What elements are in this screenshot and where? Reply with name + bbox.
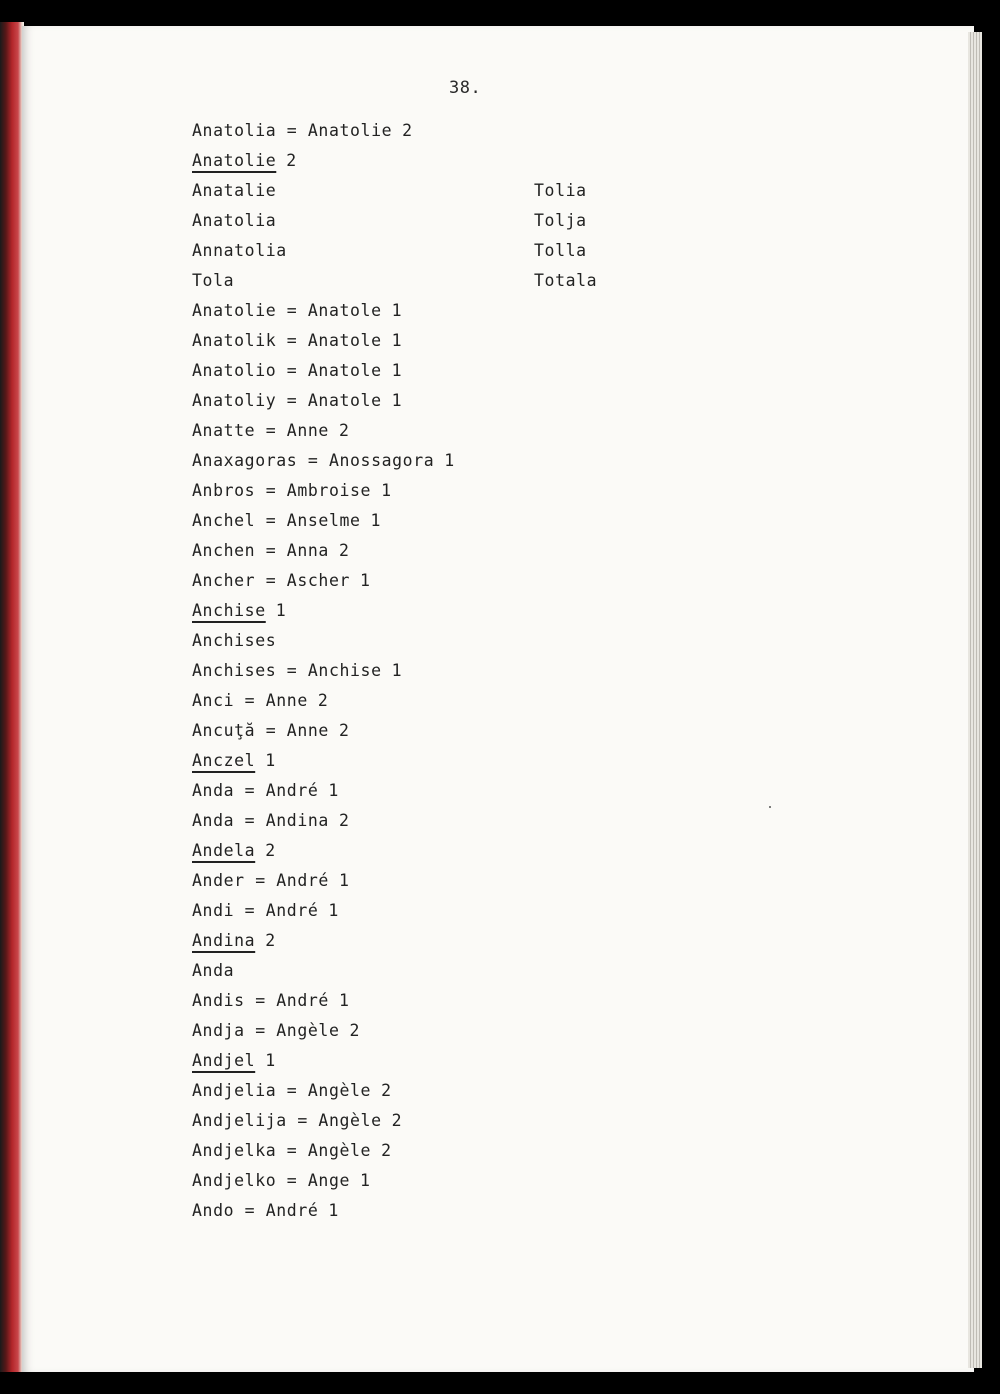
name-entry xyxy=(192,476,455,506)
entry-text: Andja = Angèle xyxy=(192,1021,340,1040)
name-entry xyxy=(192,1136,455,1166)
entry-text: Anchen = Anna xyxy=(192,541,329,560)
entry-count: 2 xyxy=(381,1081,392,1100)
headword-underlined: Andjel xyxy=(192,1051,256,1070)
entry-count: 1 xyxy=(444,451,455,470)
entry-count: 2 xyxy=(338,811,350,830)
paper-speck xyxy=(769,806,771,808)
name-entry xyxy=(192,1106,455,1136)
entry-text: Anchel = Anselme xyxy=(192,511,361,530)
entry-count: 1 xyxy=(338,991,350,1010)
entry-text: Anchises xyxy=(192,631,277,650)
entry-count: 2 xyxy=(402,121,413,140)
entry-count: 1 xyxy=(360,571,371,590)
name-entry xyxy=(192,566,455,596)
entry-count: 1 xyxy=(275,601,287,620)
variant-name: Tolja xyxy=(534,211,587,230)
entry-count: 2 xyxy=(338,721,350,740)
entry-text: Anchises = Anchise xyxy=(192,661,382,680)
entry-text: Anatte = Anne xyxy=(192,421,329,440)
name-entry xyxy=(192,116,455,146)
name-entry xyxy=(192,386,455,416)
name-entry xyxy=(192,446,455,476)
name-entry xyxy=(192,626,455,656)
entry-text: Anci = Anne xyxy=(192,691,308,710)
entry-count: 1 xyxy=(338,871,350,890)
name-entry xyxy=(192,536,455,566)
entry-text: Anbros = Ambroise xyxy=(192,481,372,500)
name-entry xyxy=(192,356,455,386)
entry-count: 1 xyxy=(265,751,276,770)
entry-text: Anda = André xyxy=(192,781,319,800)
entry-text: Anatoliy = Anatole xyxy=(192,391,382,410)
name-entry xyxy=(192,146,455,176)
entry-text: Ancher = Ascher xyxy=(192,571,351,590)
entry-text: Anda = Andina xyxy=(192,811,329,830)
name-entry xyxy=(192,206,455,236)
name-entry xyxy=(192,956,455,986)
entry-text: Anatolie = Anatole xyxy=(192,301,382,320)
entry-text: Anatolia xyxy=(192,211,277,230)
name-entry xyxy=(192,326,455,356)
name-entry xyxy=(192,926,455,956)
name-entry xyxy=(192,506,455,536)
name-entry-list xyxy=(192,116,455,1226)
entry-count: 2 xyxy=(265,841,276,860)
name-entry xyxy=(192,236,455,266)
headword-underlined: Andela xyxy=(192,841,256,860)
name-entry xyxy=(192,986,455,1016)
entry-count: 1 xyxy=(360,1171,371,1190)
name-entry xyxy=(192,596,455,626)
page-stack-edge xyxy=(968,32,982,1368)
name-entry xyxy=(192,1076,455,1106)
entry-text: Andjelka = Angèle xyxy=(192,1141,372,1160)
name-entry xyxy=(192,806,455,836)
variant-list xyxy=(534,176,597,296)
entry-text: Andjelia = Angèle xyxy=(192,1081,372,1100)
document-page xyxy=(22,26,974,1372)
entry-count: 1 xyxy=(391,661,403,680)
page-number: 38. xyxy=(449,78,482,98)
entry-text: Andjelija = Angèle xyxy=(192,1111,382,1130)
entry-text: Annatolia xyxy=(192,241,287,260)
entry-count: 2 xyxy=(349,1021,361,1040)
entry-count: 1 xyxy=(370,511,382,530)
entry-count: 1 xyxy=(391,301,403,320)
variant-name: Totala xyxy=(534,271,598,290)
name-entry xyxy=(192,1046,455,1076)
name-entry xyxy=(192,296,455,326)
entry-text: Ando = André xyxy=(192,1201,319,1220)
entry-count: 1 xyxy=(328,901,339,920)
entry-text: Ancuţă = Anne xyxy=(192,721,329,740)
entry-count: 2 xyxy=(381,1141,392,1160)
entry-count: 1 xyxy=(328,781,339,800)
entry-text: Tola xyxy=(192,271,235,290)
entry-count: 2 xyxy=(317,691,329,710)
headword-underlined: Anatolie xyxy=(192,151,277,170)
name-entry xyxy=(192,1166,455,1196)
entry-count: 1 xyxy=(381,481,392,500)
entry-count: 1 xyxy=(265,1051,276,1070)
headword-underlined: Anchise xyxy=(192,601,266,620)
entry-text: Anaxagoras = Anossagora xyxy=(192,451,435,470)
name-entry xyxy=(192,746,455,776)
name-entry xyxy=(192,176,455,206)
entry-count: 2 xyxy=(391,1111,403,1130)
variant-name: Tolia xyxy=(534,181,587,200)
entry-count: 2 xyxy=(338,421,350,440)
entry-count: 2 xyxy=(338,541,350,560)
entry-text: Anda xyxy=(192,961,235,980)
headword-underlined: Andina xyxy=(192,931,256,950)
name-entry xyxy=(192,686,455,716)
entry-text: Andi = André xyxy=(192,901,319,920)
name-entry xyxy=(192,896,455,926)
entry-count: 2 xyxy=(265,931,276,950)
entry-count: 1 xyxy=(391,391,403,410)
entry-count: 1 xyxy=(391,361,403,380)
entry-text: Anatalie xyxy=(192,181,277,200)
name-entry xyxy=(192,776,455,806)
name-entry xyxy=(192,1016,455,1046)
name-entry xyxy=(192,866,455,896)
entry-text: Ander = André xyxy=(192,871,329,890)
entry-text: Anatolik = Anatole xyxy=(192,331,382,350)
entry-text: Andjelko = Ange xyxy=(192,1171,351,1190)
book-binding-edge xyxy=(0,22,24,1372)
entry-count: 1 xyxy=(328,1201,339,1220)
name-entry xyxy=(192,716,455,746)
name-entry xyxy=(192,266,455,296)
variant-name: Tolla xyxy=(534,241,587,260)
entry-text: Anatolio = Anatole xyxy=(192,361,382,380)
name-entry xyxy=(192,1196,455,1226)
entry-text: Andis = André xyxy=(192,991,329,1010)
name-entry xyxy=(192,416,455,446)
entry-count: 1 xyxy=(391,331,403,350)
entry-text: Anatolia = Anatolie xyxy=(192,121,393,140)
name-entry xyxy=(192,656,455,686)
entry-count: 2 xyxy=(286,151,297,170)
name-entry xyxy=(192,836,455,866)
headword-underlined: Anczel xyxy=(192,751,256,770)
